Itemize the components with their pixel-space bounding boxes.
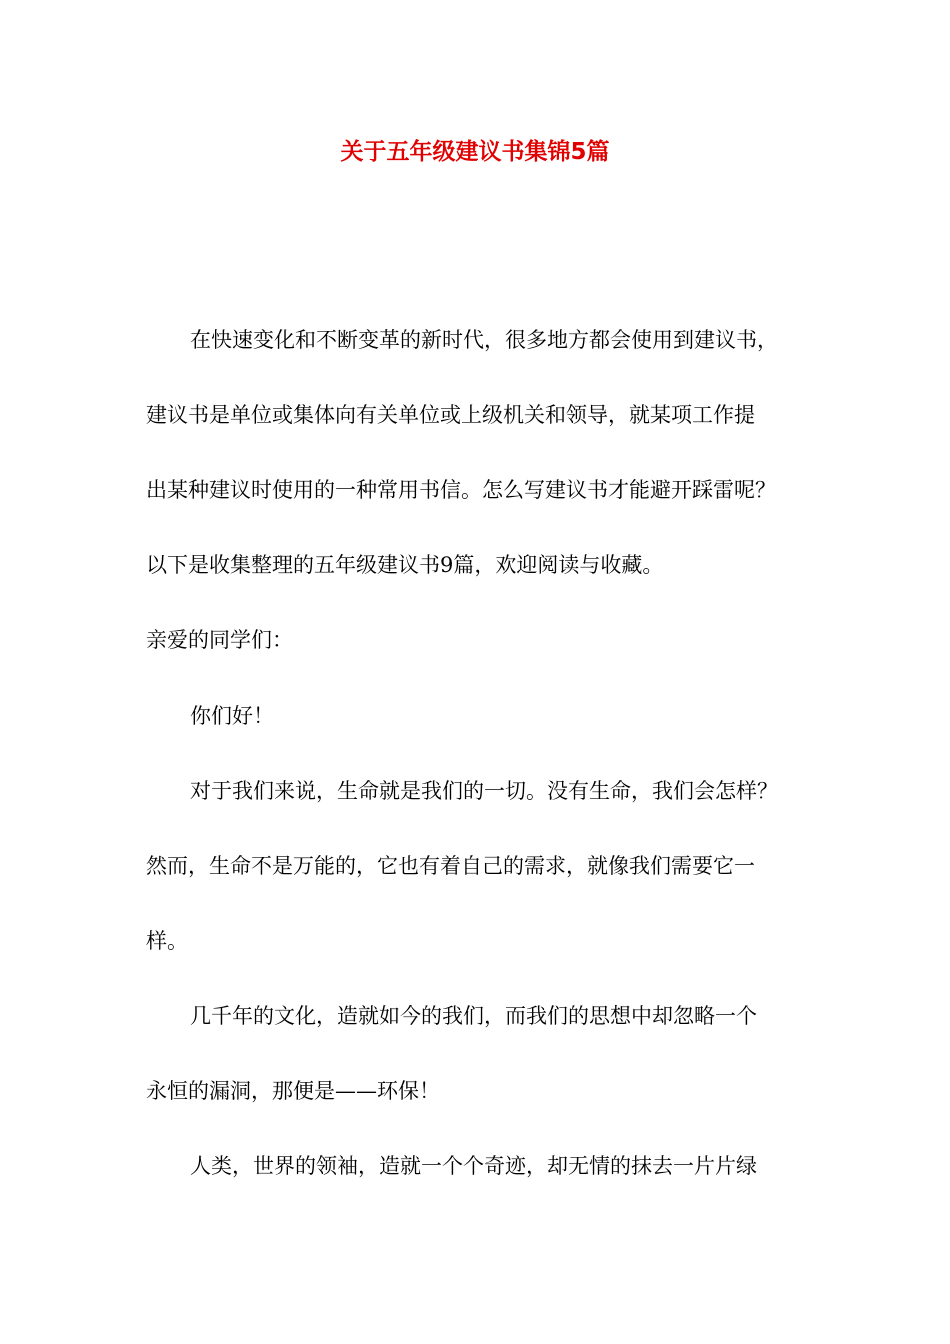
- paragraph-line: 出某种建议时使用的一种常用书信。怎么写建议书才能避开踩雷呢？: [146, 478, 776, 502]
- salutation-line: 亲爱的同学们：: [146, 628, 293, 652]
- paragraph-line: 几千年的文化，造就如今的我们，而我们的思想中却忽略一个: [190, 1004, 757, 1028]
- document-title: 关于五年级建议书集锦5篇: [340, 139, 610, 165]
- paragraph-line: 以下是收集整理的五年级建议书9篇，欢迎阅读与收藏。: [146, 553, 664, 577]
- paragraph-line: 样。: [146, 929, 188, 953]
- paragraph-line: 然而，生命不是万能的，它也有着自己的需求，就像我们需要它一: [146, 854, 755, 878]
- paragraph-line: 永恒的漏洞，那便是——环保！: [146, 1079, 440, 1103]
- greeting-line: 你们好！: [190, 704, 274, 728]
- paragraph-line: 人类，世界的领袖，造就一个个奇迹，却无情的抹去一片片绿: [190, 1154, 757, 1178]
- paragraph-line: 在快速变化和不断变革的新时代，很多地方都会使用到建议书，: [190, 328, 778, 352]
- paragraph-line: 对于我们来说，生命就是我们的一切。没有生命，我们会怎样？: [190, 779, 778, 803]
- paragraph-line: 建议书是单位或集体向有关单位或上级机关和领导，就某项工作提: [146, 403, 755, 427]
